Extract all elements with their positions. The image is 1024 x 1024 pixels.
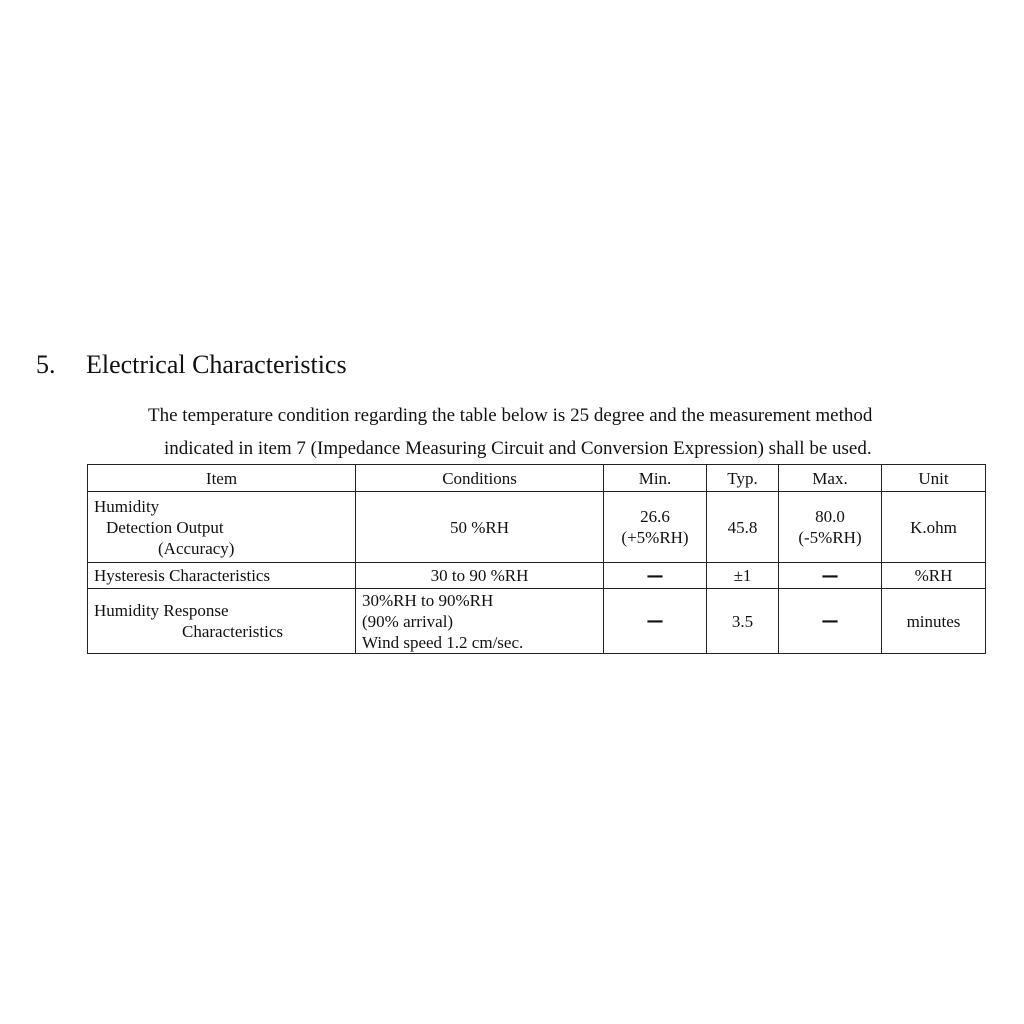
max-note: (-5%RH) — [798, 528, 862, 547]
item-line: (Accuracy) — [158, 538, 235, 558]
max-cell — [779, 589, 882, 654]
typ-cell: ±1 — [707, 563, 779, 589]
table-row — [88, 492, 986, 563]
header-unit: Unit — [882, 465, 986, 492]
unit-cell: K.ohm — [882, 492, 986, 563]
item-line: Humidity — [94, 496, 160, 516]
min-cell — [604, 563, 707, 589]
table-row — [88, 563, 986, 589]
conditions-cell: 50 %RH — [356, 492, 604, 563]
typ-cell: 3.5 — [707, 589, 779, 654]
header-typ: Typ. — [707, 465, 779, 492]
table-header-row — [88, 465, 986, 492]
min-cell — [604, 492, 707, 563]
header-item: Item — [88, 465, 356, 492]
table-row — [88, 589, 986, 654]
dash: — — [821, 611, 839, 631]
max-value: 80.0 — [815, 507, 845, 526]
item-cell: Hysteresis Characteristics — [88, 563, 356, 589]
dash: — — [646, 565, 664, 586]
min-cell — [604, 589, 707, 654]
item-line: Humidity Response — [94, 601, 229, 620]
min-value: 26.6 — [640, 507, 670, 526]
intro-line-2: indicated in item 7 (Impedance Measuring Circuit and Conversion Expression) shall be used. — [164, 438, 872, 459]
conditions-line: Wind speed 1.2 cm/sec. — [362, 632, 524, 652]
header-max: Max. — [779, 465, 882, 492]
section-heading — [36, 350, 347, 380]
min-note: (+5%RH) — [621, 528, 689, 547]
section-title: Electrical Characteristics — [86, 350, 347, 379]
max-cell — [779, 492, 882, 563]
conditions-cell: 30 to 90 %RH — [356, 563, 604, 589]
item-cell — [88, 589, 356, 654]
conditions-line: (90% arrival) — [362, 611, 454, 631]
electrical-characteristics-table — [87, 464, 986, 654]
intro-line-1: The temperature condition regarding the table below is 25 degree and the measurement method — [148, 405, 873, 426]
section-number: 5. — [36, 350, 56, 379]
header-conditions: Conditions — [356, 465, 604, 492]
max-cell — [779, 563, 882, 589]
conditions-line: 30%RH to 90%RH — [362, 590, 494, 610]
typ-cell: 45.8 — [707, 492, 779, 563]
dash: — — [821, 565, 839, 586]
unit-cell: minutes — [882, 589, 986, 654]
item-line: Characteristics — [182, 622, 284, 641]
header-min: Min. — [604, 465, 707, 492]
unit-cell: %RH — [882, 563, 986, 589]
conditions-cell — [356, 589, 604, 654]
dash: — — [646, 611, 664, 631]
item-line: Detection Output — [106, 517, 224, 537]
item-cell — [88, 492, 356, 563]
